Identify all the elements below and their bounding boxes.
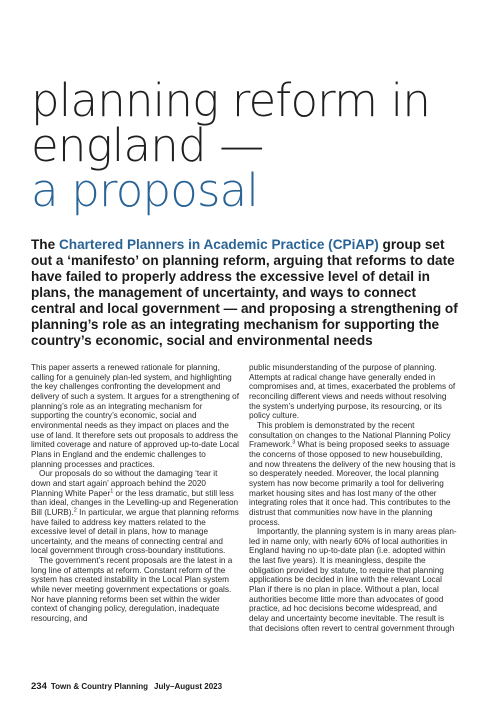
article-title bbox=[31, 74, 471, 217]
title-line-3: a proposal bbox=[31, 164, 259, 217]
standfirst-pre: The bbox=[31, 237, 59, 252]
standfirst-highlight: Chartered Planners in Academic Practice (CPiAP) bbox=[58, 237, 379, 252]
body-column-right bbox=[249, 363, 457, 633]
paragraph: This paper asserts a renewed rationale for planning, calling for a genuinely plan-led system, and highlighting the key challenges confronting the development and delivery of such a system. It argues for a strengthening of planning’s role as an integrating mechanism for supporting the country’s economic, social and environmental needs as they impact on places and the use of land. It therefore sets out proposals to address the limited coverage and nature of approved up-to-date Local Plans in England and the endemic challenges to planning processes and practices. bbox=[31, 363, 240, 469]
paragraph: The government’s recent proposals are the latest in a long line of attempts at reform. Constant reform of the system has created instability in the Local Plan system while never meeting government expectations or goals. Nor have planning reforms been set within the wider context of changing policy, deregulation, inadequate resourcing, and bbox=[31, 556, 233, 624]
body-column-left bbox=[31, 363, 239, 624]
paragraph: Our proposals do so without the damaging ‘tear it down and start again’ approach behind the 2020 Planning White Paper$^1$ or the less dramatic, but still less than ideal, changes in the Levelling-up and Regeneration Bill (LURB).$^2$ In particular, we argue that planning reforms have failed to address key matters related to the excessive level of detail in plans, how to manage uncertainty, and the means of connecting central and local government through cross-boundary institutions. bbox=[31, 469, 239, 556]
paragraph: Importantly, the planning system is in many areas plan-led in name only, with nearly 60% of local authorities in England having no up-to-date plan (i.e. adopted within the last five years). It is meaningless, despite the obligation provided by statute, to require that planning applications be decided in line with the relevant Local Plan if there is no plan in place. Without a plan, local authorities become little more than advocates of good practice, ad hoc decisions become widespread, and delay and uncertainty become inevitable. The result is that decisions often revert to central government through bbox=[249, 527, 457, 633]
page-footer bbox=[31, 681, 222, 692]
standfirst-post: group set out a ‘manifesto’ on planning reform, arguing that reforms to date have failed to properly address the excessive level of detail in plans, the management of uncertainty, and ways to connect central and local government — and proposing a strengthening of planning’s role as an integrating mechanism for supporting the country’s economic, social and environmental needs bbox=[31, 237, 458, 348]
footnote-ref: 2 bbox=[73, 507, 77, 514]
page-number: 234 bbox=[31, 681, 47, 692]
paragraph: public misunderstanding of the purpose of planning. Attempts at radical change have generally ended in compromises and, at times, exacerbated the problems of reconciling different views and needs without resolving the system’s underlying purpose, its resourcing, or its policy culture. bbox=[249, 363, 456, 421]
title-line-2: england — bbox=[31, 119, 264, 172]
title-line-1: planning reform in bbox=[31, 74, 431, 127]
standfirst bbox=[31, 237, 459, 349]
issue-date: July–August 2023 bbox=[154, 682, 223, 691]
paragraph: This problem is demonstrated by the recent consultation on changes to the National Planning Policy Framework.$^3$ What is being proposed seeks to assuage the concerns of those opposed to new housebuilding, and now threatens the delivery of the new housing that is so desperately needed. Moreover, the local planning system has now become primarily a tool for delivering market housing sites and has lost many of the other integrating roles that it once had. This contributes to the distrust that communities now have in the planning process. bbox=[249, 420, 456, 527]
publication-name: Town & Country Planning bbox=[50, 682, 149, 691]
footnote-ref: 3 bbox=[292, 439, 296, 446]
footnote-ref: 1 bbox=[110, 487, 114, 494]
